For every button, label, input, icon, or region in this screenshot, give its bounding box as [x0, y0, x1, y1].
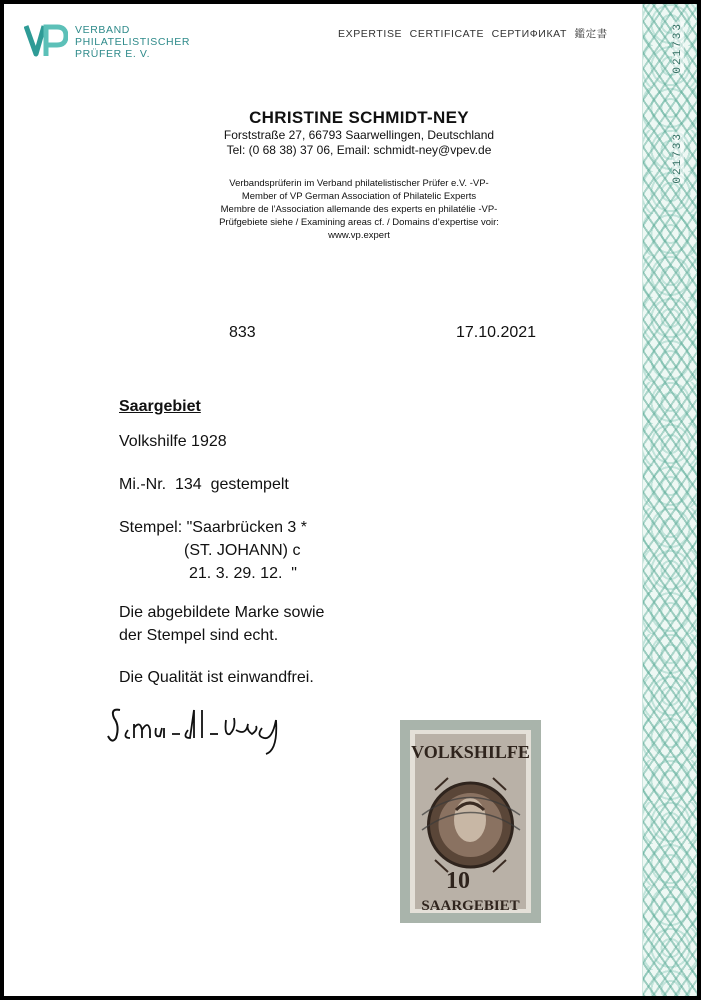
logo-line: VERBAND: [75, 24, 130, 36]
stamp-value: 10: [446, 868, 470, 894]
postmark-line: Stempel: "Saarbrücken 3 *: [119, 519, 307, 536]
expert-address: Forststraße 27, 66793 Saarwellingen, Deutschland: [223, 128, 495, 142]
vp-logo-icon: [24, 24, 68, 60]
postmark-line: (ST. JOHANN) c: [184, 542, 301, 559]
stamp-photo: [400, 720, 541, 923]
handwritten-signature: [106, 690, 326, 760]
postmark-line: 21. 3. 29. 12. ": [189, 565, 297, 582]
certificate-number: 833: [229, 324, 256, 341]
stamp-issue: Volkshilfe 1928: [119, 433, 227, 450]
quality-statement: Die Qualität ist einwandfrei.: [119, 669, 314, 686]
certificate-date: 17.10.2021: [456, 324, 537, 341]
security-strip: [642, 4, 697, 996]
logo-line: PHILATELISTISCHER: [75, 36, 191, 48]
certificate-page: [4, 4, 697, 996]
catalog-number: Mi.-Nr. 134 gestempelt: [119, 476, 289, 493]
membership-line: Prüfgebiete siehe / Examining areas cf. / Domains d’expertise voir:: [219, 217, 499, 228]
stamp-bottom-text: SAARGEBIET: [421, 898, 520, 914]
serial-number-strip: 021733: [672, 22, 684, 74]
expert-contact: Tel: (0 68 38) 37 06, Email: schmidt-ney@vpev.de: [226, 143, 492, 157]
membership-line: www.vp.expert: [328, 230, 390, 241]
logo-text: [75, 24, 225, 60]
collecting-area: Saargebiet: [119, 398, 201, 415]
expert-block: [154, 108, 564, 158]
certificate-type-heading: EXPERTISE CERTIFICATE СЕРТИФИКАТ 鑑定書: [338, 28, 608, 40]
membership-line: Verbandsprüferin im Verband philatelistischer Prüfer e.V. -VP-: [229, 178, 489, 189]
expert-name: CHRISTINE SCHMIDT-NEY: [249, 108, 469, 127]
genuineness-statement: der Stempel sind echt.: [119, 627, 279, 644]
serial-number-strip: 021733: [672, 132, 684, 184]
membership-line: Member of VP German Association of Philatelic Experts: [241, 191, 477, 202]
membership-statement: [154, 177, 564, 242]
genuineness-statement: Die abgebildete Marke sowie: [119, 604, 325, 621]
stamp-top-text: VOLKSHILFE: [411, 742, 530, 762]
logo-line: PRÜFER E. V.: [75, 48, 151, 60]
membership-line: Membre de l’Association allemande des experts en philatélie -VP-: [220, 204, 498, 215]
